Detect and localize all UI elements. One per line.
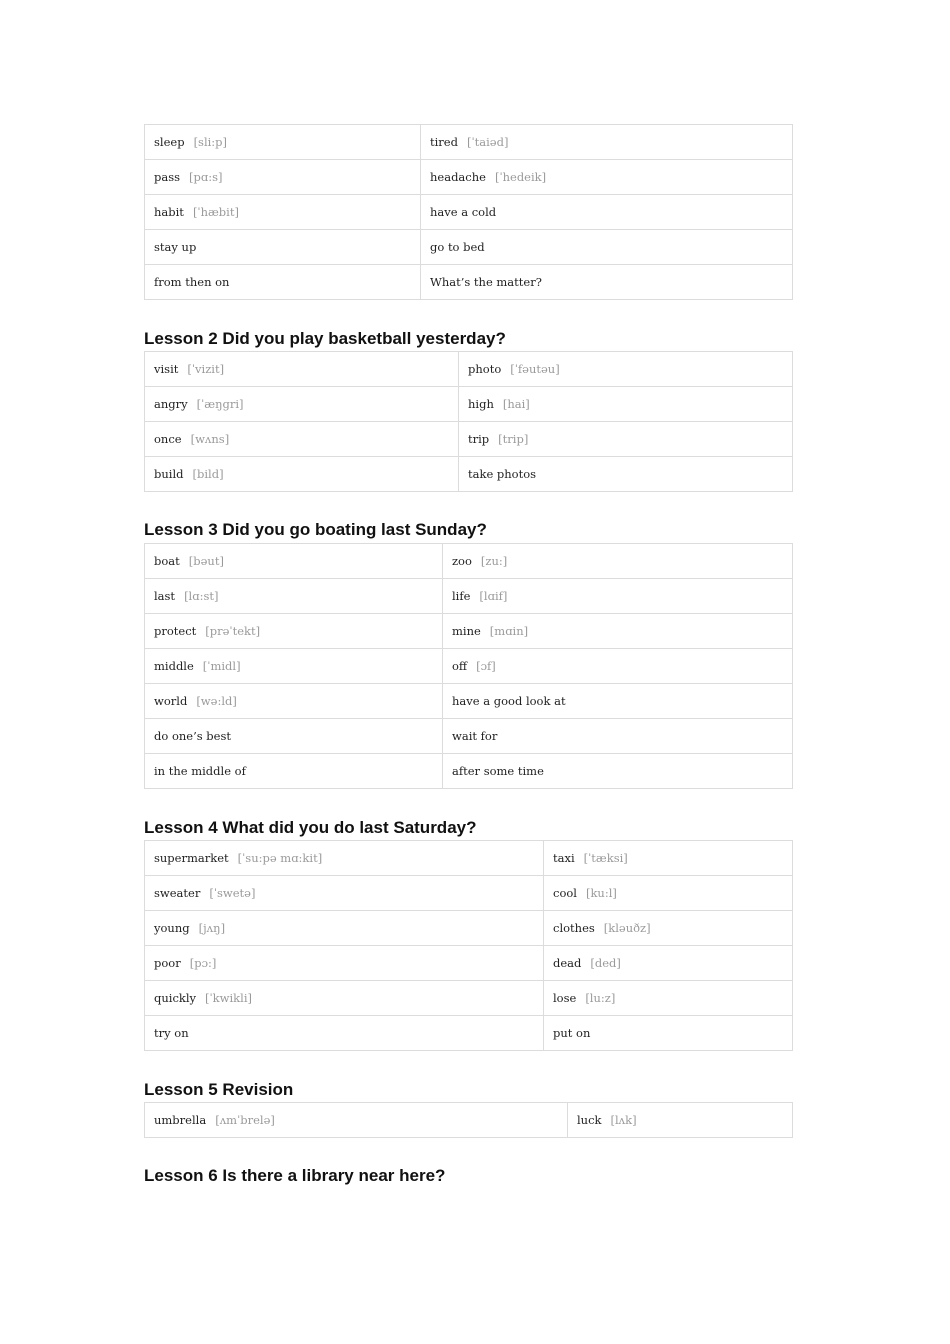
vocab-word: sweater	[154, 886, 201, 900]
vocab-cell	[459, 387, 793, 422]
phonetic: [ˈtæksi]	[583, 851, 628, 865]
vocab-word: protect	[154, 624, 197, 638]
vocab-cell	[443, 579, 793, 614]
vocab-cell	[544, 946, 793, 981]
table-row	[145, 352, 793, 387]
vocab-cell	[145, 841, 544, 876]
vocab-word: luck	[577, 1113, 602, 1127]
table-row	[145, 1016, 793, 1051]
vocab-word: What’s the matter?	[430, 275, 542, 289]
vocab-word: stay up	[154, 240, 197, 254]
phonetic: [ˈsu:pə mɑ:kit]	[237, 851, 323, 865]
vocab-word: poor	[154, 956, 181, 970]
vocab-word: go to bed	[430, 240, 485, 254]
table-row	[145, 841, 793, 876]
phonetic: [prəˈtekt]	[205, 624, 261, 638]
lesson4-vocab-table	[144, 840, 793, 1051]
vocab-cell	[145, 579, 443, 614]
phonetic: [ˈvizit]	[187, 362, 225, 376]
table-row	[145, 876, 793, 911]
vocab-word: dead	[553, 956, 582, 970]
vocab-word: trip	[468, 432, 490, 446]
lesson5-vocab-table	[144, 1102, 793, 1138]
lesson2-vocab-table	[144, 351, 793, 492]
phonetic: [sli:p]	[193, 135, 228, 149]
vocab-cell	[544, 1016, 793, 1051]
vocab-word: boat	[154, 554, 180, 568]
phonetic: [mɑin]	[489, 624, 529, 638]
vocab-cell	[544, 876, 793, 911]
table-row	[145, 649, 793, 684]
vocab-cell	[145, 684, 443, 719]
vocab-cell	[544, 981, 793, 1016]
phonetic: [lɑif]	[479, 589, 508, 603]
vocab-word: angry	[154, 397, 188, 411]
vocab-word: have a good look at	[452, 694, 566, 708]
phonetic: [hai]	[502, 397, 530, 411]
table-row	[145, 1103, 793, 1138]
vocab-word: supermarket	[154, 851, 229, 865]
phonetic: [lu:z]	[585, 991, 616, 1005]
vocab-cell	[145, 981, 544, 1016]
vocab-word: middle	[154, 659, 194, 673]
phonetic: [ʌmˈbrelə]	[215, 1113, 275, 1127]
lesson1-vocab-table	[144, 124, 793, 300]
vocab-word: umbrella	[154, 1113, 207, 1127]
vocab-word: after some time	[452, 764, 544, 778]
phonetic: [wʌns]	[190, 432, 230, 446]
phonetic: [pɑ:s]	[189, 170, 223, 184]
vocab-word: do one’s best	[154, 729, 231, 743]
vocab-word: from then on	[154, 275, 230, 289]
vocab-cell	[145, 230, 421, 265]
vocab-cell	[145, 876, 544, 911]
table-row	[145, 265, 793, 300]
table-row	[145, 195, 793, 230]
vocab-cell	[443, 649, 793, 684]
vocab-cell	[421, 230, 793, 265]
vocab-word: clothes	[553, 921, 595, 935]
vocab-cell	[145, 387, 459, 422]
vocab-word: take photos	[468, 467, 537, 481]
lesson5-heading: Lesson 5 Revision	[144, 1080, 294, 1099]
vocab-word: high	[468, 397, 494, 411]
vocab-word: have a cold	[430, 205, 497, 219]
phonetic: [bəut]	[188, 554, 224, 568]
vocab-word: off	[452, 659, 468, 673]
table-row	[145, 457, 793, 492]
vocab-word: cool	[553, 886, 577, 900]
table-row	[145, 544, 793, 579]
table-row	[145, 125, 793, 160]
table-row	[145, 754, 793, 789]
vocab-cell	[145, 1103, 568, 1138]
table-row	[145, 230, 793, 265]
vocab-cell	[145, 352, 459, 387]
phonetic: [ˈtaiəd]	[466, 135, 509, 149]
vocab-cell	[544, 841, 793, 876]
phonetic: [ˈæŋgri]	[196, 397, 244, 411]
lesson2-heading: Lesson 2 Did you play basketball yesterday?	[144, 329, 506, 348]
vocab-word: zoo	[452, 554, 472, 568]
phonetic: [ˈfəutəu]	[510, 362, 560, 376]
vocab-cell	[459, 457, 793, 492]
vocab-cell	[145, 719, 443, 754]
vocab-cell	[145, 614, 443, 649]
phonetic: [ˈkwikli]	[205, 991, 252, 1005]
table-row	[145, 422, 793, 457]
phonetic: [jʌŋ]	[198, 921, 226, 935]
vocab-word: sleep	[154, 135, 185, 149]
phonetic: [ˈhæbit]	[192, 205, 239, 219]
vocab-cell	[145, 754, 443, 789]
vocab-cell	[145, 946, 544, 981]
vocab-word: taxi	[553, 851, 575, 865]
vocab-cell	[421, 125, 793, 160]
vocab-cell	[145, 265, 421, 300]
vocab-word: try on	[154, 1026, 189, 1040]
table-row	[145, 387, 793, 422]
phonetic: [lʌk]	[610, 1113, 637, 1127]
vocab-word: last	[154, 589, 176, 603]
vocab-cell	[145, 649, 443, 684]
phonetic: [ɔf]	[476, 659, 496, 673]
phonetic: [lɑ:st]	[184, 589, 219, 603]
table-row	[145, 579, 793, 614]
lesson4-heading: Lesson 4 What did you do last Saturday?	[144, 818, 477, 837]
vocab-cell	[459, 352, 793, 387]
phonetic: [zu:]	[480, 554, 508, 568]
table-row	[145, 946, 793, 981]
table-row	[145, 614, 793, 649]
phonetic: [kləuðz]	[603, 921, 651, 935]
vocab-word: once	[154, 432, 182, 446]
lesson3-vocab-table	[144, 543, 793, 789]
vocab-word: pass	[154, 170, 181, 184]
table-row	[145, 911, 793, 946]
vocab-cell	[443, 684, 793, 719]
vocab-cell	[145, 911, 544, 946]
vocab-word: life	[452, 589, 471, 603]
vocab-cell	[568, 1103, 793, 1138]
vocab-cell	[443, 719, 793, 754]
vocab-word: world	[154, 694, 188, 708]
vocab-word: wait for	[452, 729, 498, 743]
vocab-cell	[145, 457, 459, 492]
vocab-cell	[421, 265, 793, 300]
phonetic: [bild]	[192, 467, 224, 481]
vocab-cell	[145, 1016, 544, 1051]
vocab-cell	[421, 160, 793, 195]
lesson3-heading: Lesson 3 Did you go boating last Sunday?	[144, 520, 487, 539]
lesson6-heading: Lesson 6 Is there a library near here?	[144, 1166, 446, 1185]
vocab-word: quickly	[154, 991, 197, 1005]
vocab-cell	[145, 422, 459, 457]
vocab-word: build	[154, 467, 184, 481]
vocab-cell	[145, 125, 421, 160]
phonetic: [pɔ:]	[189, 956, 217, 970]
vocab-cell	[145, 544, 443, 579]
vocab-cell	[443, 754, 793, 789]
vocab-word: visit	[154, 362, 179, 376]
phonetic: [ku:l]	[585, 886, 617, 900]
vocab-word: tired	[430, 135, 458, 149]
vocab-word: habit	[154, 205, 184, 219]
phonetic: [ded]	[590, 956, 621, 970]
phonetic: [ˈmidl]	[202, 659, 241, 673]
vocab-cell	[443, 614, 793, 649]
phonetic: [trip]	[498, 432, 529, 446]
table-row	[145, 719, 793, 754]
vocab-cell	[544, 911, 793, 946]
table-row	[145, 981, 793, 1016]
vocab-word: headache	[430, 170, 486, 184]
vocab-cell	[459, 422, 793, 457]
phonetic: [wə:ld]	[196, 694, 237, 708]
table-row	[145, 160, 793, 195]
vocab-word: young	[154, 921, 190, 935]
vocab-cell	[443, 544, 793, 579]
vocab-cell	[421, 195, 793, 230]
vocab-cell	[145, 195, 421, 230]
vocab-word: in the middle of	[154, 764, 246, 778]
vocab-word: lose	[553, 991, 577, 1005]
table-row	[145, 684, 793, 719]
vocab-word: put on	[553, 1026, 591, 1040]
phonetic: [ˈswetə]	[209, 886, 256, 900]
vocab-word: photo	[468, 362, 502, 376]
phonetic: [ˈhedeik]	[494, 170, 547, 184]
vocab-word: mine	[452, 624, 481, 638]
vocab-cell	[145, 160, 421, 195]
